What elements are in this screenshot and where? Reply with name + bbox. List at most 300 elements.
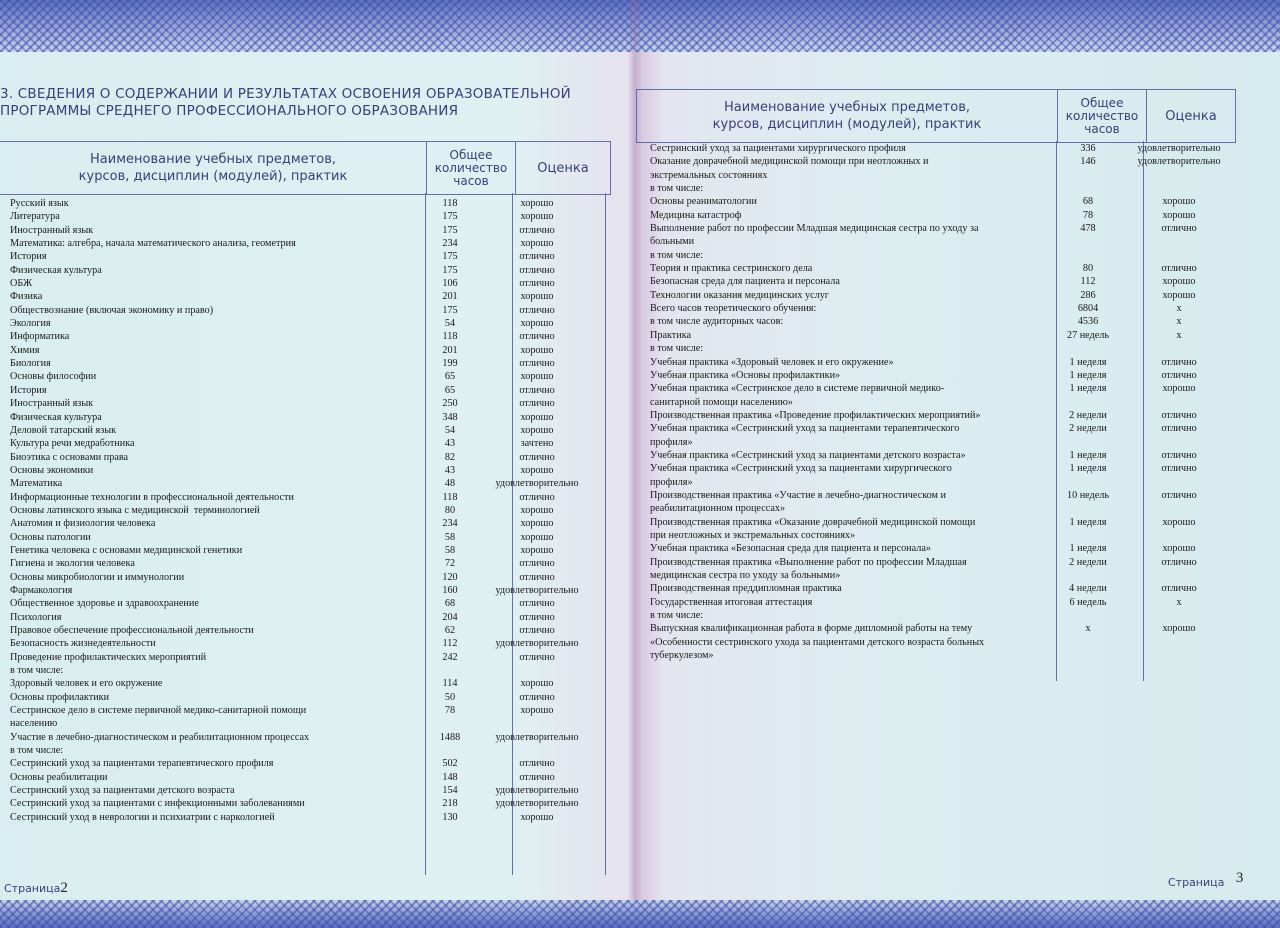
subject-name: Основы реабилитации [10, 771, 108, 783]
subject-name: Учебная практика «Основы профилактики» [650, 369, 841, 381]
table-row [10, 370, 584, 383]
table-row [10, 317, 584, 330]
grade-value: отлично [1161, 463, 1197, 475]
grade-value: хорошо [1162, 209, 1196, 221]
table-row [10, 651, 584, 664]
table-row [10, 344, 584, 357]
hours-value: 112 [1080, 276, 1096, 288]
hours-value [1046, 235, 1130, 248]
grade-value [490, 744, 584, 757]
hours-value: 502 [442, 758, 458, 770]
table-row [650, 262, 1228, 275]
table-row [650, 195, 1228, 208]
table-row [650, 516, 1228, 529]
hours-value: 4536 [1077, 316, 1099, 328]
hours-value: 50 [444, 691, 456, 703]
subject-name: Генетика человека с основами медицинской генетики [10, 544, 243, 556]
grade-value: удовлетворительно [495, 478, 579, 490]
hours-value: х [1085, 623, 1091, 635]
grade-value: отлично [519, 651, 555, 663]
hours-value: 72 [444, 558, 456, 570]
grade-value [1130, 636, 1228, 649]
hours-value [410, 717, 490, 730]
hours-value: 148 [442, 771, 458, 783]
table-row [650, 409, 1228, 422]
subject-name: реабилитационном процессах» [650, 503, 786, 515]
grade-value: хорошо [520, 291, 554, 303]
hours-value: 62 [444, 625, 456, 636]
hours-value: 10 недель [1066, 489, 1109, 501]
hours-value [1046, 649, 1130, 662]
grade-value: хорошо [520, 705, 554, 717]
grade-value: отлично [519, 491, 555, 503]
decorative-border-bottom [0, 900, 1280, 928]
subject-name: Биология [10, 358, 51, 370]
grade-value: зачтено [520, 438, 554, 450]
hours-value [410, 744, 490, 757]
grade-value: хорошо [520, 371, 554, 383]
grade-value: отлично [519, 398, 555, 410]
hours-value: 336 [1080, 143, 1096, 154]
hours-value: 175 [442, 224, 458, 236]
table-row [650, 649, 1228, 662]
table-row [650, 529, 1228, 542]
grade-value [490, 664, 584, 677]
table-row [10, 584, 584, 597]
hours-value: 1488 [439, 731, 461, 743]
grade-value: отлично [1161, 449, 1197, 461]
subject-name: Безопасность жизнедеятельности [10, 638, 156, 650]
grade-value: х [1176, 303, 1182, 315]
subject-name: Производственная практика «Проведение профилактических мероприятий» [650, 409, 981, 421]
hours-value: 43 [444, 438, 456, 450]
table-row [650, 182, 1228, 195]
table-row [10, 531, 584, 544]
table-row [10, 517, 584, 530]
subject-name: Математика [10, 478, 63, 490]
subject-name: Основы микробиологии и иммунологии [10, 571, 185, 583]
table-row [10, 477, 584, 490]
table-row [10, 784, 584, 797]
left-table-body [10, 197, 584, 824]
grade-value [1130, 609, 1228, 622]
hours-value [1046, 529, 1130, 542]
subject-name: Химия [10, 344, 40, 356]
grade-value: хорошо [1162, 543, 1196, 555]
table-row [650, 155, 1228, 168]
table-row [10, 357, 584, 370]
subject-name: Правовое обеспечение профессиональной деятельности [10, 625, 254, 636]
hours-value: 478 [1080, 223, 1096, 235]
subject-name: в том числе: [650, 249, 704, 261]
grade-value: хорошо [520, 504, 554, 516]
subject-name: в том числе аудиторных часов: [650, 316, 784, 328]
grade-value: хорошо [520, 238, 554, 250]
table-row [10, 384, 584, 397]
subject-name: Биоэтика с основами права [10, 451, 129, 463]
hours-value: 154 [442, 785, 458, 797]
grade-value: хорошо [520, 518, 554, 530]
grade-value: отлично [519, 358, 555, 370]
grade-value [1130, 649, 1228, 662]
subject-name: населению [10, 718, 58, 730]
grade-value [1130, 569, 1228, 582]
grade-value: отлично [519, 264, 555, 276]
hours-value: 234 [442, 518, 458, 530]
subject-name: ОБЖ [10, 278, 33, 290]
subject-name: Основы профилактики [10, 691, 110, 703]
hours-value: 68 [1082, 196, 1094, 208]
subject-name: профиля» [650, 436, 693, 448]
grade-value: отлично [519, 691, 555, 703]
header-grade-right: Оценка [1147, 90, 1236, 143]
subject-name: Иностранный язык [10, 398, 94, 410]
subject-name: Технологии оказания медицинских услуг [650, 289, 829, 301]
page-number-left: 2 [60, 880, 68, 896]
table-row [10, 544, 584, 557]
table-row [650, 382, 1228, 395]
hours-value: 65 [444, 371, 456, 383]
grade-value: хорошо [1162, 276, 1196, 288]
grade-value: отлично [519, 771, 555, 783]
header-total-hours-right: Общее количество часов [1058, 90, 1147, 143]
grade-value [1130, 249, 1228, 262]
hours-value [1046, 249, 1130, 262]
table-row [650, 356, 1228, 369]
grade-value: х [1176, 329, 1182, 341]
subject-name: Выпускная квалификационная работа в форме дипломной работы на тему [650, 623, 973, 635]
subject-name: Русский язык [10, 198, 69, 209]
grade-value: отлично [1161, 409, 1197, 421]
table-row [650, 275, 1228, 288]
hours-value: 78 [444, 705, 456, 717]
grade-value: удовлетворительно [495, 798, 579, 810]
table-row [10, 304, 584, 317]
table-row [10, 744, 584, 757]
grade-value [1130, 182, 1228, 195]
grade-value: хорошо [520, 318, 554, 330]
grade-value [1130, 342, 1228, 355]
hours-value: 120 [442, 571, 458, 583]
grade-value: отлично [519, 224, 555, 236]
hours-value: 6 недель [1069, 596, 1107, 608]
table-row [650, 249, 1228, 262]
hours-value: 54 [444, 318, 456, 330]
hours-value: 175 [442, 251, 458, 263]
hours-value: 82 [444, 451, 456, 463]
subject-name: Медицина катастроф [650, 209, 742, 221]
subject-name: Основы реаниматологии [650, 196, 757, 208]
hours-value [1046, 396, 1130, 409]
hours-value: 43 [444, 464, 456, 476]
table-row [650, 609, 1228, 622]
subject-name: Обществознание (включая экономику и право) [10, 304, 214, 316]
table-row [650, 449, 1228, 462]
grade-value: хорошо [520, 678, 554, 690]
grade-value: отлично [519, 251, 555, 263]
header-subject-name-right: Наименование учебных предметов, курсов, дисциплин (модулей), практик [637, 90, 1058, 143]
subject-name: Физика [10, 291, 43, 303]
table-row [10, 731, 584, 744]
hours-value: 118 [442, 491, 458, 503]
table-row [10, 464, 584, 477]
subject-name: «Особенности сестринского ухода за пациентами детского возраста больных [650, 636, 985, 648]
subject-name: профиля» [650, 476, 693, 488]
table-row [650, 329, 1228, 342]
subject-name: в том числе: [10, 665, 64, 677]
grade-value: отлично [519, 331, 555, 343]
table-row [10, 264, 584, 277]
section-title: 3. СВЕДЕНИЯ О СОДЕРЖАНИИ И РЕЗУЛЬТАТАХ ОСВОЕНИЯ ОБРАЗОВАТЕЛЬНОЙ ПРОГРАММЫ СРЕДНЕГО ПРОФЕССИОНАЛЬНОГО ОБРАЗОВАНИЯ [0, 86, 571, 119]
table-row [650, 436, 1228, 449]
table-row [650, 169, 1228, 182]
subject-name: Физическая культура [10, 264, 102, 276]
hours-value: 80 [1082, 263, 1094, 275]
grade-value [1130, 502, 1228, 515]
hours-value: 2 недели [1069, 409, 1107, 421]
grade-value: отлично [519, 758, 555, 770]
hours-value: 78 [1082, 209, 1094, 221]
grade-value: отлично [519, 451, 555, 463]
table-row [10, 717, 584, 730]
grade-value: отлично [519, 611, 555, 623]
subject-name: Деловой татарский язык [10, 424, 117, 436]
subject-name: Учебная практика «Сестринский уход за пациентами детского возраста» [650, 449, 966, 461]
table-row [10, 424, 584, 437]
hours-value: 175 [442, 304, 458, 316]
hours-value: 348 [442, 411, 458, 423]
grade-value: отлично [519, 598, 555, 610]
table-row [650, 302, 1228, 315]
grade-value: удовлетворительно [495, 731, 579, 743]
subject-name: Учебная практика «Сестринский уход за пациентами терапевтического [650, 423, 960, 435]
grade-value: хорошо [1162, 516, 1196, 528]
table-row [10, 451, 584, 464]
grade-value: хорошо [520, 531, 554, 543]
grade-value: хорошо [1162, 623, 1196, 635]
hours-value [1046, 169, 1130, 182]
table-row [650, 315, 1228, 328]
subject-name: туберкулезом» [650, 650, 714, 662]
table-row [10, 757, 584, 770]
grade-value: удовлетворительно [1137, 143, 1221, 154]
hours-value: 54 [444, 424, 456, 436]
subject-name: Сестринский уход за пациентами хирургического профиля [650, 143, 906, 154]
hours-value: 58 [444, 544, 456, 556]
table-row [650, 622, 1228, 635]
subject-name: Сестринский уход за пациентами с инфекционными заболеваниями [10, 798, 305, 810]
hours-value: 27 недель [1066, 329, 1109, 341]
hours-value: 58 [444, 531, 456, 543]
page-footer-right: Страница 3 [1168, 870, 1244, 889]
hours-value [410, 664, 490, 677]
grade-value: хорошо [1162, 383, 1196, 395]
grade-value [1130, 396, 1228, 409]
hours-value: 118 [442, 198, 458, 209]
grade-value: отлично [1161, 223, 1197, 235]
grade-value: хорошо [520, 198, 554, 209]
subject-name: Государственная итоговая аттестация [650, 596, 813, 608]
subject-name: Сестринский уход в неврологии и психиатрии с наркологией [10, 811, 275, 823]
hours-value: 1 неделя [1069, 516, 1107, 528]
table-row [10, 397, 584, 410]
hours-value: 160 [442, 584, 458, 596]
hours-value: 146 [1080, 156, 1096, 168]
grade-value: удовлетворительно [495, 638, 579, 650]
table-row [10, 664, 584, 677]
subject-name: Психология [10, 611, 62, 623]
subject-name: Проведение профилактических мероприятий [10, 651, 207, 663]
subject-name: Производственная практика «Выполнение работ по профессии Младшая [650, 556, 967, 568]
hours-value: 6804 [1077, 303, 1099, 315]
page-number-right: 3 [1235, 870, 1244, 886]
hours-value: 199 [442, 358, 458, 370]
grade-value: хорошо [1162, 196, 1196, 208]
hours-value: 68 [444, 598, 456, 610]
subject-name: Гигиена и экология человека [10, 558, 135, 570]
table-row [650, 369, 1228, 382]
grade-value [490, 717, 584, 730]
subject-name: Учебная практика «Безопасная среда для пациента и персонала» [650, 543, 931, 555]
hours-value: 2 недели [1069, 423, 1107, 435]
subject-name: Производственная практика «Оказание доврачебной медицинской помощи [650, 516, 976, 528]
table-row [650, 582, 1228, 595]
grade-value [1130, 436, 1228, 449]
table-row [10, 411, 584, 424]
hours-value: 2 недели [1069, 556, 1107, 568]
left-col-divider-3 [605, 193, 606, 875]
subject-name: Культура речи медработника [10, 438, 135, 450]
grade-value: отлично [519, 558, 555, 570]
grade-value: хорошо [520, 411, 554, 423]
grade-value [1130, 476, 1228, 489]
subject-name: Производственная преддипломная практика [650, 583, 842, 595]
table-row [650, 596, 1228, 609]
hours-value: 4 недели [1069, 583, 1107, 595]
subject-name: Учебная практика «Сестринский уход за пациентами хирургического [650, 463, 952, 475]
subject-name: История [10, 384, 47, 396]
subject-name: экстремальных состояниях [650, 169, 768, 181]
table-row [10, 797, 584, 810]
hours-value: 1 неделя [1069, 449, 1107, 461]
grade-value: хорошо [520, 811, 554, 823]
grade-value: отлично [519, 571, 555, 583]
table-row [10, 277, 584, 290]
hours-value: 218 [442, 798, 458, 810]
subject-name: медицинская сестра по уходу за больными» [650, 570, 841, 581]
subject-name: больными [650, 236, 695, 248]
hours-value [1046, 569, 1130, 582]
table-row [10, 491, 584, 504]
subject-name: Теория и практика сестринского дела [650, 263, 813, 275]
subject-name: Здоровый человек и его окружение [10, 678, 163, 690]
subject-name: при неотложных и экстремальных состояниях» [650, 529, 856, 541]
table-row [650, 556, 1228, 569]
grade-value: хорошо [520, 464, 554, 476]
hours-value: 201 [442, 291, 458, 303]
table-row [10, 691, 584, 704]
subject-name: Информационные технологии в профессиональной деятельности [10, 491, 294, 503]
subject-name: Практика [650, 329, 692, 341]
hours-value: 1 неделя [1069, 463, 1107, 475]
grade-value: отлично [519, 625, 555, 636]
header-subject-name: Наименование учебных предметов, курсов, дисциплин (модулей), практик [0, 142, 427, 195]
subject-name: санитарной помощи населению» [650, 396, 793, 408]
table-row [650, 342, 1228, 355]
grade-value: удовлетворительно [1137, 156, 1221, 168]
grade-value: хорошо [520, 424, 554, 436]
subject-name: Безопасная среда для пациента и персонала [650, 276, 840, 288]
table-row [650, 476, 1228, 489]
header-grade: Оценка [516, 142, 611, 195]
subject-name: Иностранный язык [10, 224, 94, 236]
hours-value: 130 [442, 811, 458, 823]
hours-value: 250 [442, 398, 458, 410]
hours-value: 234 [442, 238, 458, 250]
grade-value: хорошо [1162, 289, 1196, 301]
table-row [10, 611, 584, 624]
subject-name: Основы латинского языка с медицинской терминологией [10, 504, 260, 516]
subject-name: Основы философии [10, 371, 97, 383]
subject-name: в том числе: [650, 183, 704, 195]
hours-value: 114 [442, 678, 458, 690]
table-row [650, 209, 1228, 222]
subject-name: Основы патологии [10, 531, 91, 543]
hours-value: 80 [444, 504, 456, 516]
table-row [10, 237, 584, 250]
header-total-hours: Общее количество часов [427, 142, 516, 195]
subject-name: Сестринский уход за пациентами терапевтического профиля [10, 758, 274, 770]
hours-value [1046, 636, 1130, 649]
grade-value [1130, 169, 1228, 182]
subject-name: Оказание доврачебной медицинской помощи при неотложных и [650, 156, 929, 168]
hours-value: 106 [442, 278, 458, 290]
table-row [650, 422, 1228, 435]
table-row [10, 677, 584, 690]
subject-name: Анатомия и физиология человека [10, 518, 156, 530]
grade-value: отлично [1161, 356, 1197, 368]
subject-name: Фармакология [10, 584, 73, 596]
subject-name: Литература [10, 211, 60, 223]
table-row [650, 222, 1228, 235]
table-row [10, 437, 584, 450]
hours-value: 65 [444, 384, 456, 396]
grade-value: хорошо [520, 211, 554, 223]
hours-value [1046, 182, 1130, 195]
left-table-header [0, 141, 611, 195]
grade-value: отлично [1161, 556, 1197, 568]
table-row [650, 489, 1228, 502]
hours-value: 118 [442, 331, 458, 343]
table-row [10, 637, 584, 650]
subject-name: Всего часов теоретического обучения: [650, 303, 817, 315]
hours-value [1046, 609, 1130, 622]
subject-name: Сестринский уход за пациентами детского возраста [10, 785, 235, 797]
subject-name: в том числе: [650, 343, 704, 355]
table-row [10, 571, 584, 584]
table-row [10, 811, 584, 824]
table-row [650, 542, 1228, 555]
subject-name: Физическая культура [10, 411, 102, 423]
table-row [10, 504, 584, 517]
hours-value [1046, 502, 1130, 515]
hours-value: 48 [444, 478, 456, 490]
grade-value [1130, 529, 1228, 542]
table-row [10, 557, 584, 570]
table-row [650, 636, 1228, 649]
hours-value: 175 [442, 264, 458, 276]
subject-name: Выполнение работ по профессии Младшая медицинская сестра по уходу за [650, 223, 979, 235]
